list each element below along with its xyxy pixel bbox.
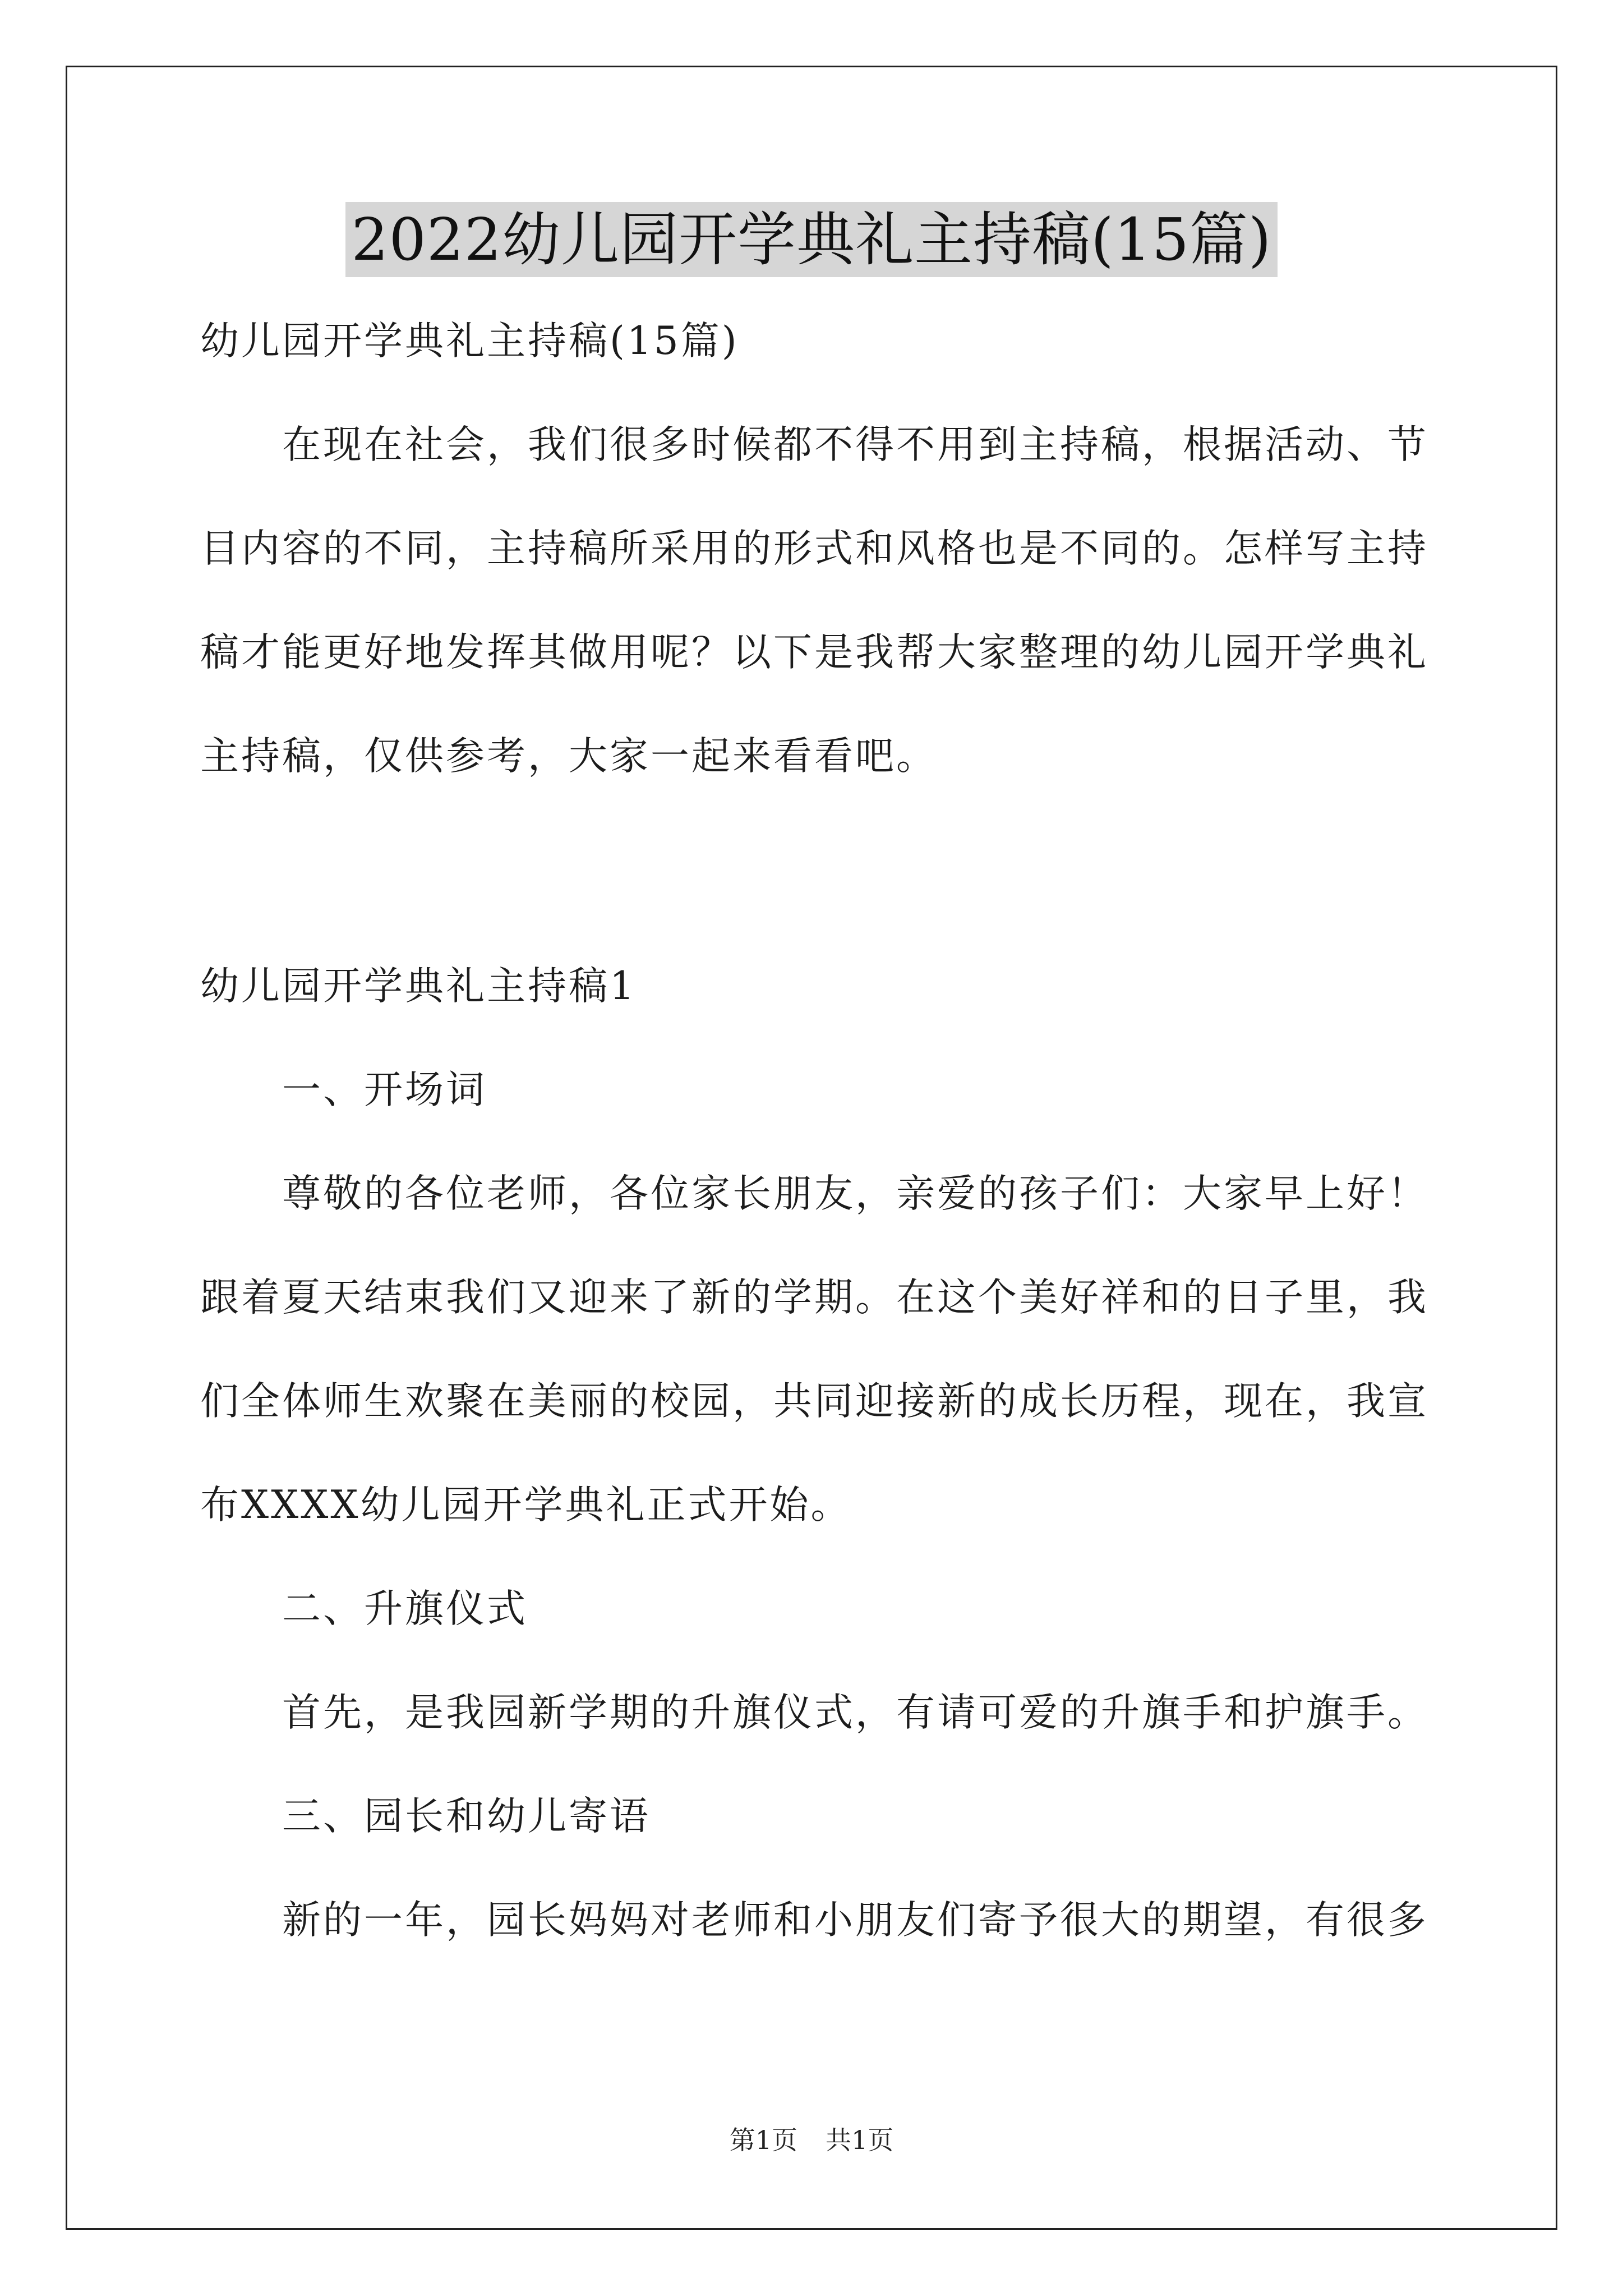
- section-heading: 幼儿园开学典礼主持稿1: [200, 964, 637, 1009]
- page-number: 第1页: [729, 2125, 797, 2155]
- intro-line: 稿才能更好地发挥其做用呢？以下是我帮大家整理的幼儿园开学典礼: [200, 630, 1428, 675]
- part1-line: 们全体师生欢聚在美丽的校园，共同迎接新的成长历程，现在，我宣: [200, 1379, 1428, 1424]
- page-total: 共1页: [826, 2125, 894, 2155]
- intro-line: 在现在社会，我们很多时候都不得不用到主持稿，根据活动、节: [282, 422, 1428, 467]
- document-title: 2022幼儿园开学典礼主持稿(15篇): [345, 202, 1277, 277]
- part1-line: 跟着夏天结束我们又迎来了新的学期。在这个美好祥和的日子里，我: [200, 1275, 1428, 1320]
- page-footer: [0, 2123, 1623, 2157]
- part1-heading: 一、开场词: [282, 1068, 487, 1112]
- part3-heading: 三、园长和幼儿寄语: [282, 1794, 651, 1839]
- intro-line: 主持稿，仅供参考，大家一起来看看吧。: [200, 734, 937, 779]
- intro-line: 目内容的不同，主持稿所采用的形式和风格也是不同的。怎样写主持: [200, 526, 1428, 571]
- part2-heading: 二、升旗仪式: [282, 1586, 528, 1631]
- part3-line: 新的一年，园长妈妈对老师和小朋友们寄予很大的期望，有很多: [282, 1898, 1428, 1943]
- title-container: [0, 202, 1623, 277]
- document-subtitle: 幼儿园开学典礼主持稿(15篇): [200, 319, 739, 364]
- part1-line: 尊敬的各位老师，各位家长朋友，亲爱的孩子们：大家早上好！: [282, 1171, 1428, 1216]
- part2-line: 首先，是我园新学期的升旗仪式，有请可爱的升旗手和护旗手。: [282, 1690, 1428, 1735]
- part1-line: 布XXXX幼儿园开学典礼正式开始。: [200, 1483, 852, 1527]
